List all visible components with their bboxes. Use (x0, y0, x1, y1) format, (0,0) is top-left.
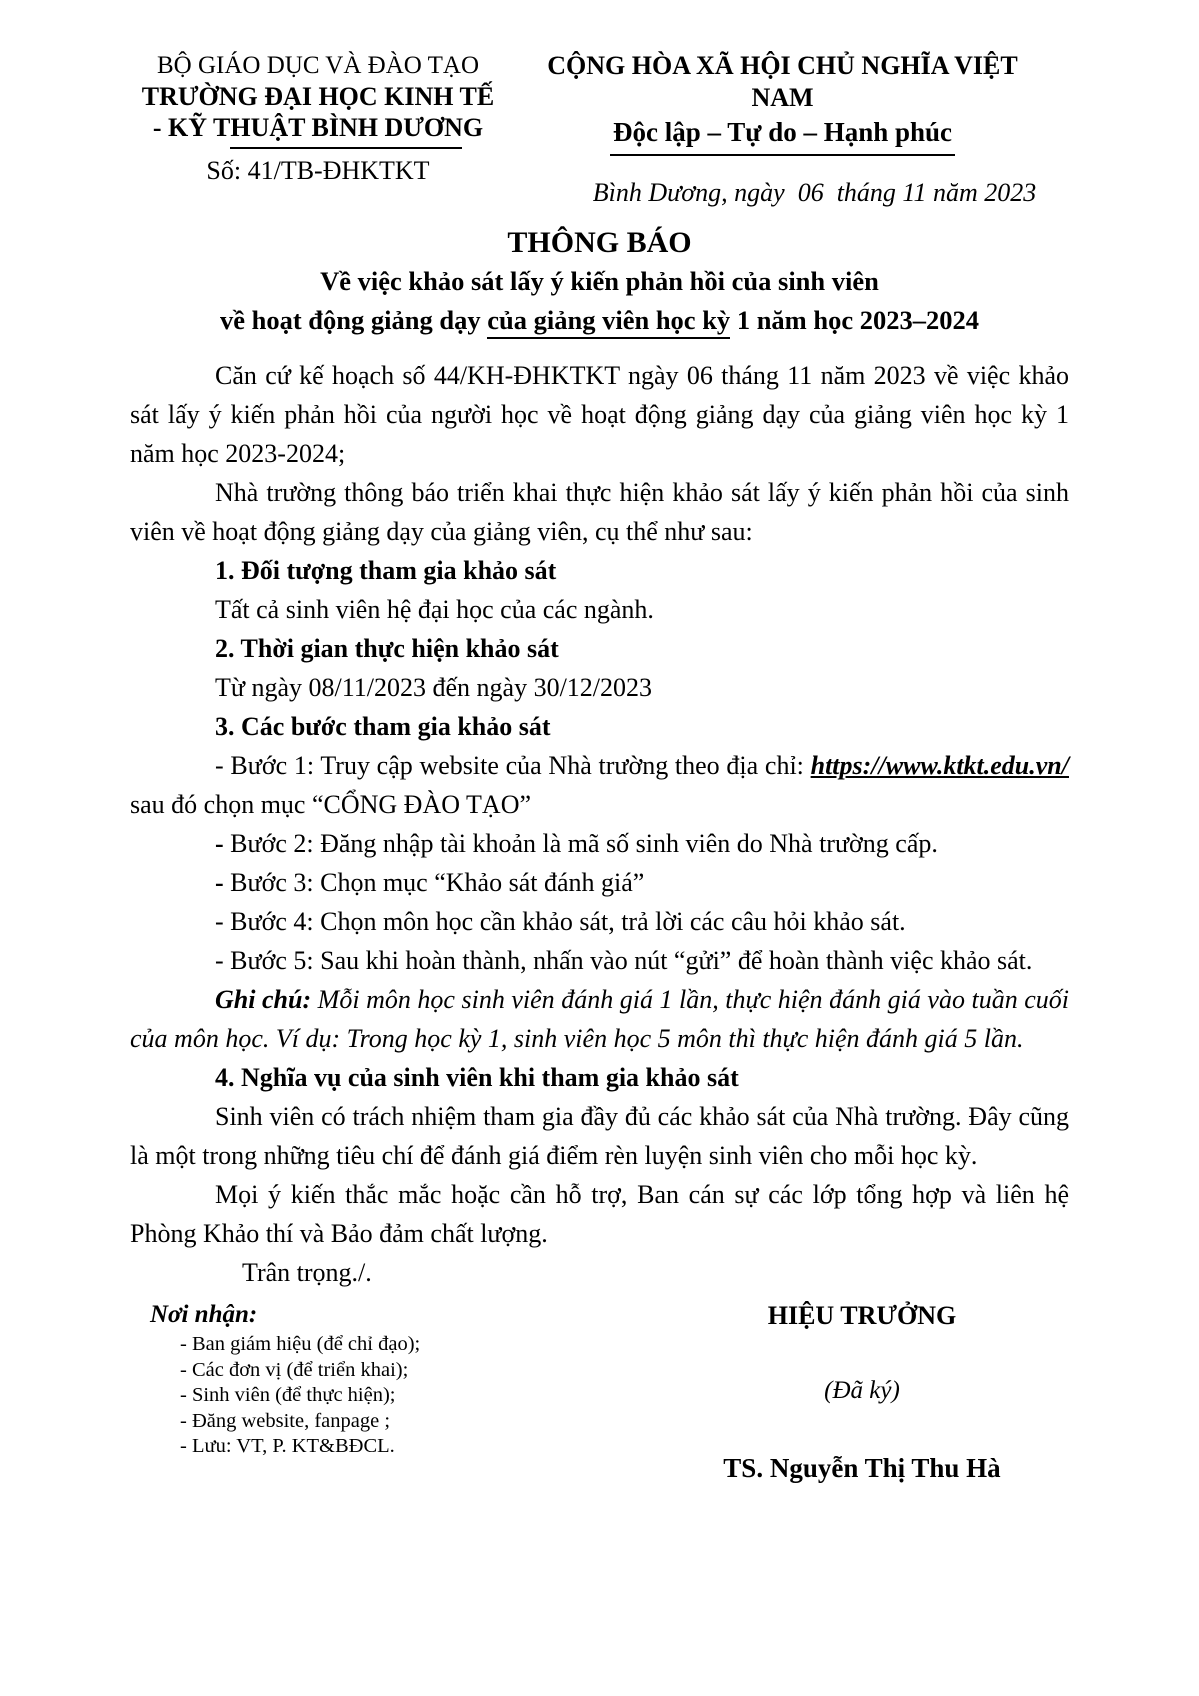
section-4-heading: 4. Nghĩa vụ của sinh viên khi tham gia khảo sát (215, 1063, 739, 1092)
university-name-line2: - KỸ THUẬT BÌNH DƯƠNG (152, 113, 484, 142)
section-4-text: Sinh viên có trách nhiệm tham gia đầy đủ các khảo sát của Nhà trường. Đây cũng là một trong những tiêu chí để đánh giá điểm rèn luyện sinh viên cho mỗi học kỳ. (130, 1102, 1069, 1170)
step-2-text (130, 824, 1069, 863)
recipient-item: - Sinh viên (để thực hiện); (180, 1384, 396, 1406)
closing-text: Trân trọng./. (242, 1258, 372, 1287)
step-3-text (130, 863, 1069, 902)
website-link[interactable]: https://www.ktkt.edu.vn/ (810, 751, 1069, 780)
section-2-text: Từ ngày 08/11/2023 đến ngày 30/12/2023 (215, 673, 653, 702)
note-body: Mỗi môn học sinh viên đánh giá 1 lần, thực hiện đánh giá vào tuần cuối của môn học. Ví dụ: Trong học kỳ 1, sinh viên học 5 môn thì thực hiện đánh giá 5 lần. (130, 985, 1070, 1053)
national-motto-block (530, 50, 1035, 208)
step-1-post: sau đó chọn mục “CỔNG ĐÀO TẠO” (130, 790, 532, 819)
paragraph-contact: Mọi ý kiến thắc mắc hoặc cần hỗ trợ, Ban cán sự các lớp tổng hợp và liên hệ Phòng Khảo thí và Bảo đảm chất lượng. (130, 1180, 1069, 1248)
step-1-pre: - Bước 1: Truy cập website của Nhà trường theo địa chỉ: (215, 751, 811, 780)
document-header (0, 50, 1199, 208)
document-footer (0, 1300, 1199, 1485)
recipient-item: - Lưu: VT, P. KT&BĐCL. (180, 1435, 395, 1457)
university-name-line1: TRƯỜNG ĐẠI HỌC KINH TẾ (141, 82, 495, 111)
paragraph-announcement: Nhà trường thông báo triển khai thực hiện khảo sát lấy ý kiến phản hồi của sinh viên về hoạt động giảng dạy của giảng viên, cụ thể như sau: (130, 478, 1069, 546)
note-label: Ghi chú: (215, 985, 312, 1014)
national-motto-wrap (530, 114, 1035, 156)
subtitle-post: 1 năm học 2023–2024 (730, 305, 980, 335)
recipients-label: Nơi nhận: (150, 1301, 258, 1328)
signed-note: (Đã ký) (824, 1377, 900, 1404)
signature-block (632, 1300, 1092, 1485)
step-2-body: Bước 2: Đăng nhập tài khoản là mã số sinh viên do Nhà trường cấp. (223, 829, 938, 858)
document-title-block (0, 224, 1199, 340)
place-date-line: Bình Dương, ngày 06 tháng 11 năm 2023 (592, 178, 1037, 207)
document-number: Số: 41/TB-ĐHKTKT (206, 156, 430, 185)
recipient-item: - Ban giám hiệu (để chỉ đạo); (180, 1333, 421, 1355)
section-2-heading: 2. Thời gian thực hiện khảo sát (215, 634, 559, 663)
signer-title: HIỆU TRƯỞNG (767, 1301, 957, 1330)
document-subtitle-line2 (0, 301, 1199, 340)
recipient-item: - Đăng website, fanpage ; (180, 1409, 391, 1432)
issuing-org-block (118, 50, 518, 188)
signer-name: TS. Nguyễn Thị Thu Hà (723, 1453, 1001, 1483)
note-paragraph (130, 980, 1069, 1058)
step-5-text: - Bước 5: Sau khi hoàn thành, nhấn vào nút “gửi” để hoàn thành việc khảo sát. (215, 946, 1033, 975)
document-title: THÔNG BÁO (507, 226, 692, 259)
section-1-text: Tất cả sinh viên hệ đại học của các ngành. (215, 595, 654, 624)
org-divider-line (230, 147, 462, 149)
recipients-block (150, 1300, 630, 1485)
document-body (130, 356, 1069, 1292)
recipient-item: - Các đơn vị (để triển khai); (180, 1358, 409, 1381)
recipients-list (180, 1332, 630, 1460)
national-motto: Độc lập – Tự do – Hạnh phúc (610, 114, 955, 156)
document-subtitle-line1: Về việc khảo sát lấy ý kiến phản hồi của sinh viên (320, 266, 879, 296)
step-2-dash: - (215, 829, 224, 858)
national-title: CỘNG HÒA XÃ HỘI CHỦ NGHĨA VIỆT NAM (547, 51, 1018, 112)
section-1-heading: 1. Đối tượng tham gia khảo sát (215, 556, 557, 585)
subtitle-pre: về hoạt động giảng dạy (219, 305, 488, 335)
step-1-text (130, 746, 1069, 824)
step-3-body: Bước 3: Chọn mục “Khảo sát đánh giá” (223, 868, 645, 897)
section-3-heading: 3. Các bước tham gia khảo sát (215, 712, 551, 741)
step-3-dash: - (215, 868, 224, 897)
subtitle-underlined: của giảng viên học kỳ (487, 305, 730, 339)
step-4-text: - Bước 4: Chọn môn học cần khảo sát, trả lời các câu hỏi khảo sát. (215, 907, 906, 936)
ministry-name: BỘ GIÁO DỤC VÀ ĐÀO TẠO (157, 52, 479, 79)
paragraph-basis: Căn cứ kế hoạch số 44/KH-ĐHKTKT ngày 06 tháng 11 năm 2023 về việc khảo sát lấy ý kiến phản hồi của người học về hoạt động giảng dạy của giảng viên học kỳ 1 năm học 2023-2024; (130, 361, 1069, 468)
